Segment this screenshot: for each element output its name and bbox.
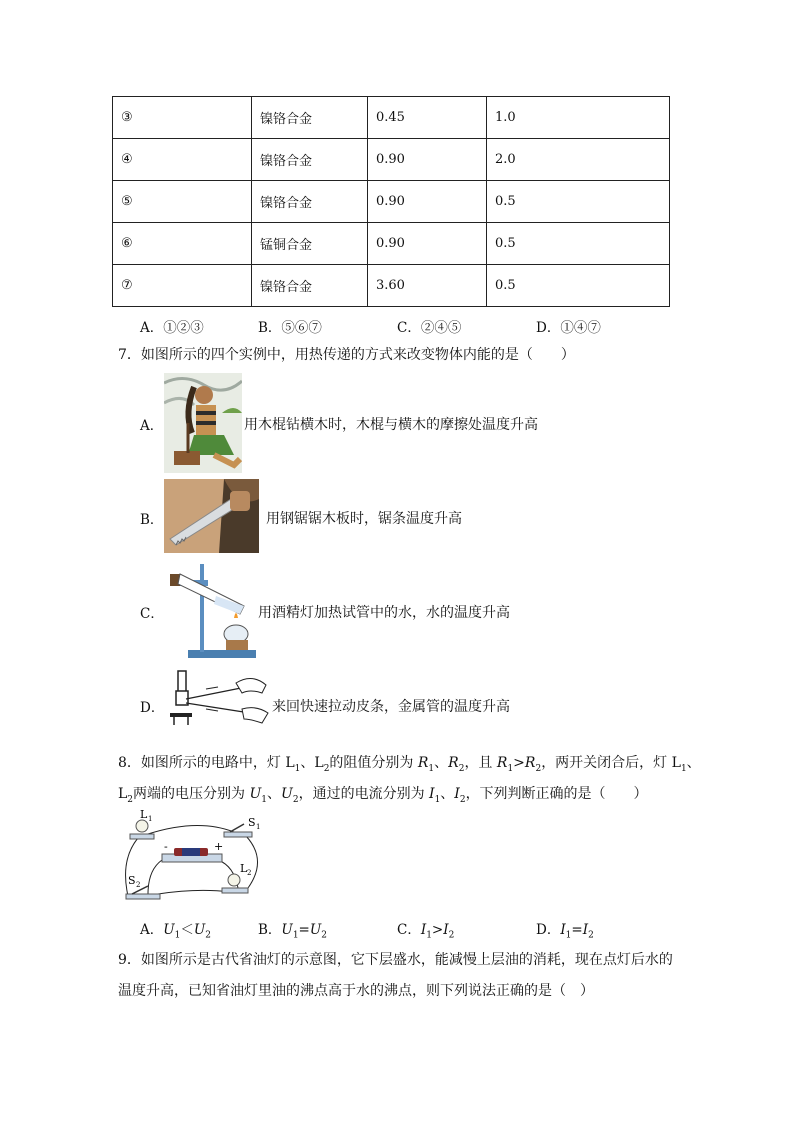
q8-line1: 8．如图所示的电路中，灯 $L_1$、$L_2$的阻值分别为 $R_1$、$R_2$，且 $R_1>R_2$，两开关闭合后，灯 $L_1$、 xyxy=(118,755,701,774)
q7-a-label: A． xyxy=(140,418,164,434)
q8-option-d: D．$I_1=I_2$ xyxy=(536,922,594,941)
table-cell: ⑥ xyxy=(113,223,252,265)
table-cell: ③ xyxy=(113,97,252,139)
table-cell: 2.0 xyxy=(487,139,670,181)
svg-text:2: 2 xyxy=(136,881,141,889)
table-row xyxy=(113,223,670,265)
saw-illustration xyxy=(164,479,259,553)
q8-line2: $L_2$两端的电压分别为 $U_1$、$U_2$，通过的电流分别为 $I_1$、$I_2$，下列判断正确的是（ ） xyxy=(118,786,648,805)
table-cell: 0.5 xyxy=(487,265,670,307)
q7-b-label: B． xyxy=(140,512,164,528)
drill-wood-illustration xyxy=(164,373,242,473)
q7-c-label: C． xyxy=(140,606,164,622)
table-cell: 镍铬合金 xyxy=(252,265,368,307)
friction-tube-illustration xyxy=(166,669,270,727)
table-cell: 0.45 xyxy=(368,97,487,139)
table-cell: 镍铬合金 xyxy=(252,181,368,223)
table-cell: 3.60 xyxy=(368,265,487,307)
table-cell: 0.90 xyxy=(368,223,487,265)
q6-option-c: C．②④⑤ xyxy=(397,320,462,336)
q8-option-b: B．$U_1=U_2$ xyxy=(258,922,327,941)
label-plus: + xyxy=(214,840,224,853)
q9-line2: 温度升高，已知省油灯里油的沸点高于水的沸点，则下列说法正确的是（ ） xyxy=(118,983,594,999)
q8-option-a: A．$U_1<U_2$ xyxy=(140,922,211,941)
table-row xyxy=(113,265,670,307)
svg-text:2: 2 xyxy=(247,869,252,877)
table-cell: 0.90 xyxy=(368,139,487,181)
table-row xyxy=(113,181,670,223)
table-cell: 镍铬合金 xyxy=(252,97,368,139)
svg-text:1: 1 xyxy=(148,815,153,823)
table-row xyxy=(113,139,670,181)
q6-option-b: B．⑤⑥⑦ xyxy=(258,320,322,336)
table-cell: 0.5 xyxy=(487,223,670,265)
table-row xyxy=(113,97,670,139)
table-cell: 镍铬合金 xyxy=(252,139,368,181)
q8-option-c: C．$I_1>I_2$ xyxy=(397,922,455,941)
q7-stem: 7．如图所示的四个实例中，用热传递的方式来改变物体内能的是（ ） xyxy=(118,347,575,363)
circuit-diagram xyxy=(118,810,273,910)
q7-d-label: D． xyxy=(140,700,165,716)
table-cell: ⑦ xyxy=(113,265,252,307)
label-l1: L xyxy=(140,810,148,821)
q7-d-text: 来回快速拉动皮条，金属管的温度升高 xyxy=(272,699,510,715)
table-cell: 0.5 xyxy=(487,181,670,223)
label-l2: L xyxy=(240,862,248,875)
label-s2: S xyxy=(128,874,136,887)
label-minus: - xyxy=(164,840,168,853)
q6-option-d: D．①④⑦ xyxy=(536,320,601,336)
table-cell: 锰铜合金 xyxy=(252,223,368,265)
alcohol-lamp-illustration xyxy=(166,560,256,660)
table-cell: 1.0 xyxy=(487,97,670,139)
svg-text:1: 1 xyxy=(256,823,261,831)
table-cell: ④ xyxy=(113,139,252,181)
table-cell: 0.90 xyxy=(368,181,487,223)
table-cell: ⑤ xyxy=(113,181,252,223)
q9-line1: 9．如图所示是古代省油灯的示意图，它下层盛水，能减慢上层油的消耗，现在点灯后水的 xyxy=(118,952,673,968)
q7-a-text: 用木棍钻横木时，木棍与横木的摩擦处温度升高 xyxy=(244,417,538,433)
q6-option-a: A．①②③ xyxy=(140,320,204,336)
materials-table xyxy=(112,96,670,307)
q7-b-text: 用钢锯锯木板时，锯条温度升高 xyxy=(266,511,462,527)
q7-c-text: 用酒精灯加热试管中的水，水的温度升高 xyxy=(258,605,510,621)
label-s1: S xyxy=(248,816,256,829)
